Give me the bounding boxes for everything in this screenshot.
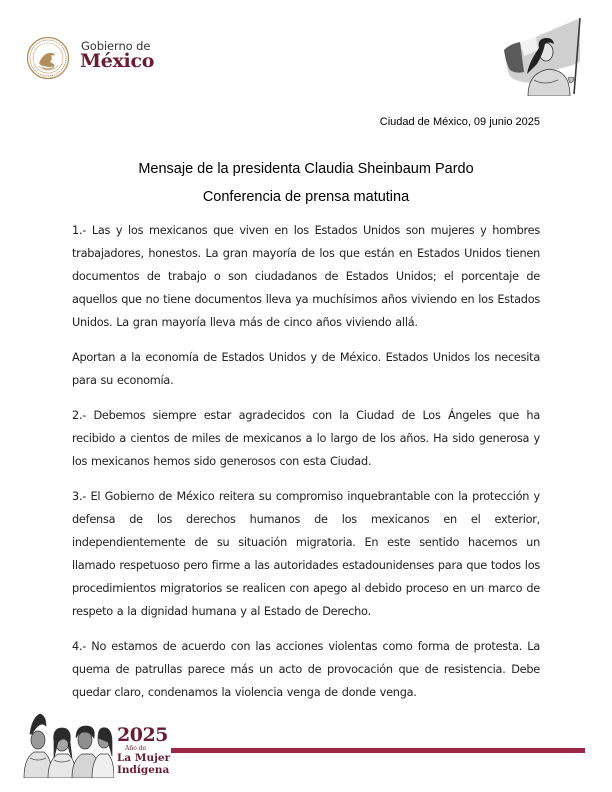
document-subtitle: Conferencia de prensa matutina [202,189,410,205]
paragraph-5: 4.- No estamos de acuerdo con las acciones violentas como forma de protesta. La quema de patrullas parece más un acto de provocación que de resistencia. Debe quedar claro, condenamos la violencia venga de donde venga. [72,640,540,699]
woman-with-flag-illustration [502,16,586,96]
footer-indigena: Indígena [117,763,170,776]
indigenous-women-illustration [18,708,114,778]
document-title: Mensaje de la presidenta Claudia Sheinbaum Pardo [138,161,474,177]
footer-year: 2025 [117,724,168,746]
paragraph-2: Aportan a la economía de Estados Unidos y de México. Estados Unidos los necesita para su economía. [72,351,540,387]
paragraph-3: 2.- Debemos siempre estar agradecidos con la Ciudad de Los Ángeles que ha recibido a cientos de miles de mexicanos a lo largo de los años. Ha sido generosa y los mexicanos hemos sido generosos con esta Ciudad. [72,409,540,468]
paragraph-4: 3.- El Gobierno de México reitera su compromiso inquebrantable con la protección y defensa de los derechos humanos de los mexicanos en el exterior, independientemente de su situación migratoria. En este sentido hacemos un llamado respetuoso pero firme a las autoridades estadounidenses para que todos los procedimientos migratorios se realicen con apego al debido proceso en un marco de respeto a la dignidad humana y al Estado de Derecho. [72,490,540,618]
logo-text-mexico: México [80,50,155,72]
footer-la-mujer: La Mujer [117,752,171,764]
document-date: Ciudad de México, 09 junio 2025 [379,116,540,128]
ano-de-la-mujer-indigena-logo [117,726,177,775]
paragraph-1: 1.- Las y los mexicanos que viven en los Estados Unidos son mujeres y hombres trabajadores, honestos. La gran mayoría de los que están en Estados Unidos tienen documentos de trabajo o son ciudadanos de Estados Unidos; el porcentaje de aquellos que no tiene documentos lleva ya muchísimos años viviendo en los Estados Unidos. La gran mayoría lleva más de cinco años viviendo allá. [72,224,540,329]
logo-text-gobierno: Gobierno de [81,39,151,53]
footer-accent-bar [171,748,585,753]
footer-ano-de: Año de [125,745,147,752]
national-seal-icon [24,36,72,80]
document-body [72,219,540,716]
gobierno-de-mexico-logo [24,34,164,82]
